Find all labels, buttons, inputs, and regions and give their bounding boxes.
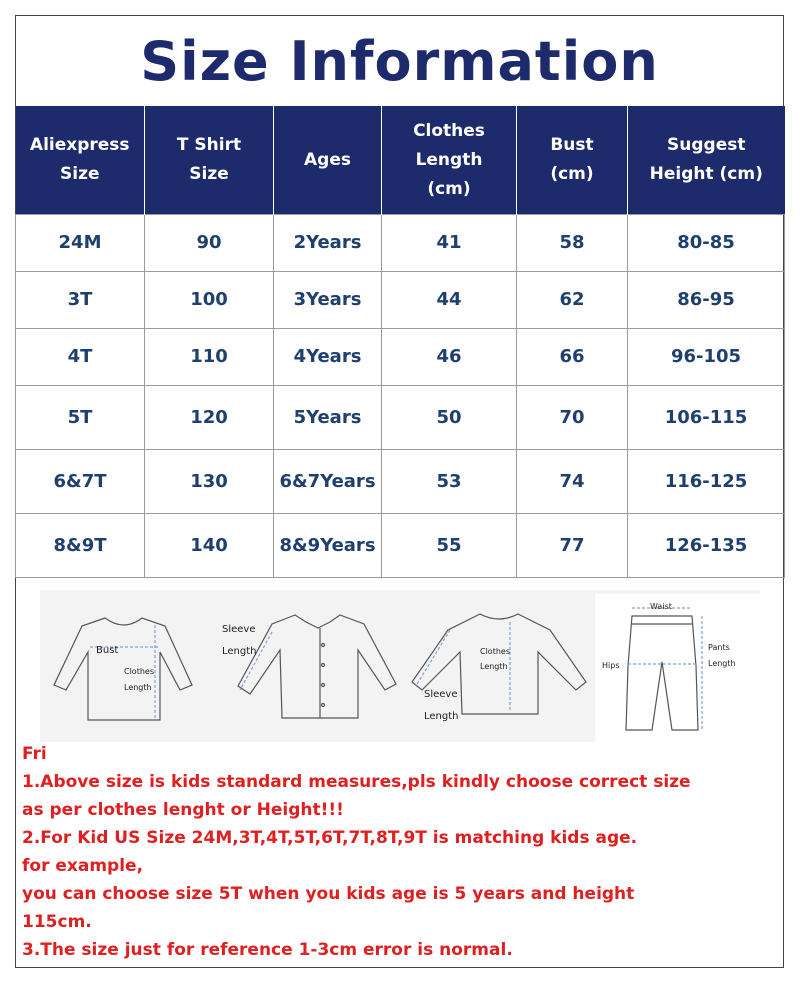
length-label: Length — [124, 683, 152, 692]
cell-suggest-height: 86-95 — [628, 272, 785, 329]
notes-heading: Fri — [22, 744, 47, 764]
cell-bust: 62 — [517, 272, 628, 329]
note-3: 3.The size just for reference 1-3cm error is normal. — [22, 940, 513, 960]
sweater-clothes-label: Clothes — [480, 647, 510, 656]
cell-bust: 58 — [517, 215, 628, 272]
col-header-suggest-height: Suggest Height (cm) — [628, 106, 785, 215]
sweater-sleeve-label: Sleeve — [424, 689, 458, 700]
size-table — [15, 106, 785, 578]
table-header-row — [16, 106, 785, 215]
col-header-aliexpress-size: Aliexpress Size — [16, 106, 145, 215]
pants-length-label: Length — [708, 659, 736, 668]
note-2-example: for example, — [22, 856, 144, 876]
cell-aliexpress-size: 4T — [16, 329, 145, 386]
cell-suggest-height: 80-85 — [628, 215, 785, 272]
cell-clothes-length: 46 — [382, 329, 517, 386]
sweater-sleeve-length-label: Length — [424, 711, 459, 722]
col-header-ages: Ages — [274, 106, 382, 215]
note-2-example-detail: you can choose size 5T when you kids age is 5 years and height — [22, 884, 635, 904]
cell-aliexpress-size: 8&9T — [16, 514, 145, 578]
cell-suggest-height: 126-135 — [628, 514, 785, 578]
waist-label: Waist — [650, 602, 672, 611]
cell-tshirt-size: 90 — [145, 215, 274, 272]
cell-aliexpress-size: 5T — [16, 386, 145, 450]
table-row — [16, 215, 785, 272]
cell-tshirt-size: 110 — [145, 329, 274, 386]
cell-aliexpress-size: 24M — [16, 215, 145, 272]
cell-suggest-height: 116-125 — [628, 450, 785, 514]
sleeve-length-label: Length — [222, 646, 257, 657]
cell-aliexpress-size: 3T — [16, 272, 145, 329]
cell-tshirt-size: 130 — [145, 450, 274, 514]
cell-ages: 3Years — [274, 272, 382, 329]
table-row — [16, 329, 785, 386]
cell-ages: 2Years — [274, 215, 382, 272]
note-1-continued: as per clothes lenght or Height!!! — [22, 800, 344, 820]
cell-clothes-length: 53 — [382, 450, 517, 514]
pants-diagram — [595, 594, 760, 742]
cell-suggest-height: 96-105 — [628, 329, 785, 386]
cell-clothes-length: 41 — [382, 215, 517, 272]
col-header-bust: Bust (cm) — [517, 106, 628, 215]
table-row — [16, 450, 785, 514]
cell-tshirt-size: 100 — [145, 272, 274, 329]
cell-tshirt-size: 140 — [145, 514, 274, 578]
hips-label: Hips — [602, 661, 620, 670]
note-2: 2.For Kid US Size 24M,3T,4T,5T,6T,7T,8T,9T is matching kids age. — [22, 828, 638, 848]
cell-ages: 8&9Years — [274, 514, 382, 578]
cell-clothes-length: 50 — [382, 386, 517, 450]
note-1: 1.Above size is kids standard measures,pls kindly choose correct size — [22, 772, 691, 792]
size-notes — [22, 740, 792, 964]
cell-ages: 4Years — [274, 329, 382, 386]
cell-bust: 66 — [517, 329, 628, 386]
table-row — [16, 514, 785, 578]
measurement-diagrams — [40, 590, 760, 742]
cell-bust: 77 — [517, 514, 628, 578]
cell-clothes-length: 55 — [382, 514, 517, 578]
cell-ages: 6&7Years — [274, 450, 382, 514]
cell-clothes-length: 44 — [382, 272, 517, 329]
cell-bust: 74 — [517, 450, 628, 514]
col-header-clothes-length: Clothes Length (cm) — [382, 106, 517, 215]
cell-tshirt-size: 120 — [145, 386, 274, 450]
bust-label: Bust — [96, 645, 119, 656]
clothes-label: Clothes — [124, 667, 154, 676]
table-row — [16, 272, 785, 329]
col-header-tshirt-size: T Shirt Size — [145, 106, 274, 215]
cell-suggest-height: 106-115 — [628, 386, 785, 450]
sweater-length-label: Length — [480, 662, 508, 671]
pants-label: Pants — [708, 643, 730, 652]
cell-ages: 5Years — [274, 386, 382, 450]
page-title: Size Information — [140, 29, 659, 93]
cell-aliexpress-size: 6&7T — [16, 450, 145, 514]
sleeve-label: Sleeve — [222, 624, 256, 635]
note-2-example-height: 115cm. — [22, 912, 92, 932]
cell-bust: 70 — [517, 386, 628, 450]
table-row — [16, 386, 785, 450]
